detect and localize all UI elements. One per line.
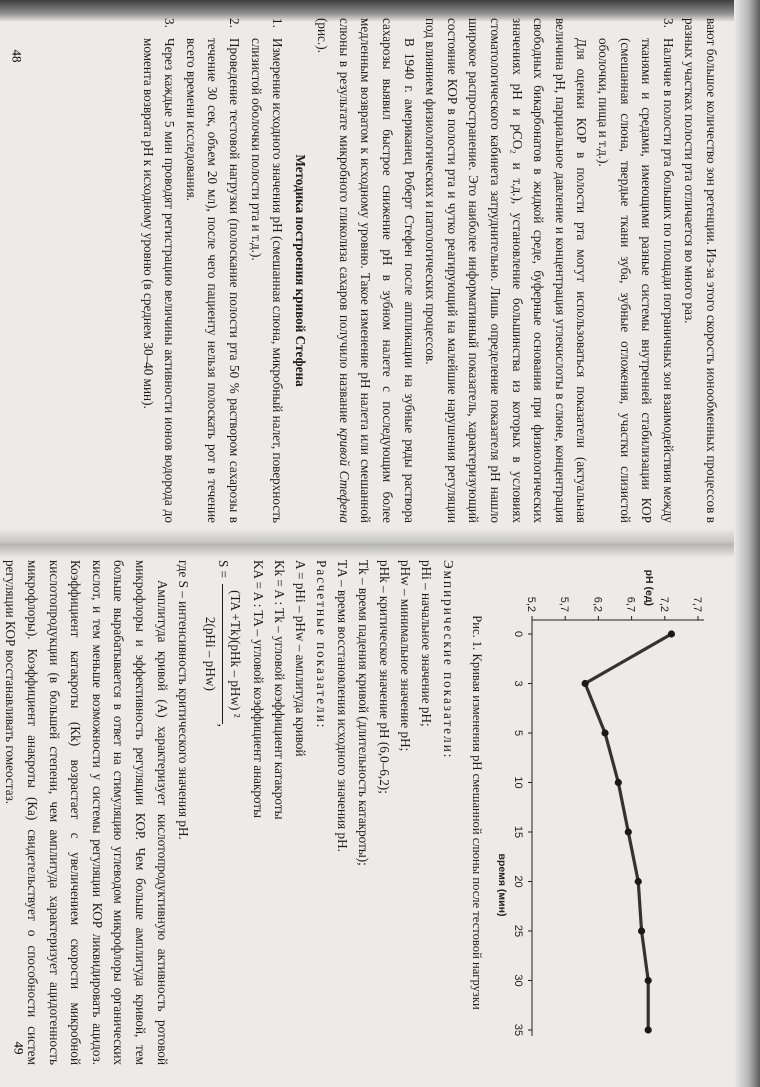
x-tick-label: 30	[512, 974, 524, 987]
y-tick-label: 5,2	[525, 596, 537, 612]
step-item: 1. Измерение исходного значения рН (смешанная слюна, микробный налет, поверхность слизистой оболочки полости рта и т.д.).	[248, 18, 286, 523]
page-number-49: 49	[11, 1041, 27, 1055]
empirical-item: рНw – минимальное значение рН;	[398, 560, 414, 752]
formula-s-fraction	[200, 584, 246, 724]
stephan-curve-chart	[490, 560, 722, 1065]
x-tick-label: 20	[512, 875, 524, 888]
calculated-item: Kk = A : Tk – угловой коэффициент катакроты	[271, 560, 287, 820]
calculated-item: A = рНi – рНw – амплитуда кривой	[292, 560, 308, 757]
y-tick-label: 7,7	[691, 596, 703, 612]
y-tick-label: 5,7	[558, 596, 571, 612]
x-tick-label: 25	[512, 924, 524, 938]
data-point	[615, 779, 622, 786]
paragraph-retention: вают большое количество зон ретенции. Из-за этого скорость ионообменных процессов в разных участках полости рта отличается во много раз.	[682, 18, 719, 523]
empirical-title: Эмпирические показатели:	[441, 560, 456, 760]
formula-s-definition: где S – интенсивность критического значения рН.	[175, 560, 191, 840]
x-tick-label: 15	[512, 825, 524, 839]
section-heading: Методика построения кривой Стефена	[292, 154, 308, 387]
x-tick-label: 35	[512, 1023, 524, 1037]
data-point	[638, 927, 645, 934]
paragraph-amplitude: Амплитуда кривой (А) характеризует кислотопродуктивную активность ротовой микрофлоры и эффективность регуляции КОР. Чем больше амплитуда кривой, тем больше вырабатывается в ответ на стимуляцию углеводом микрофлоры органических кислот, и тем меньше возможности у системы регуляции КОР ликвидировать ацидоз. Коэффициент катакроты (Кk) возрастает с увеличением скорости микробной кислотопродукции (в большей степени, чем амплитуда характеризует ацидогенность микрофлоры). Коэффициент анакроты (Ка) свидетельствует о способности систем регуляции КОР восстанавливать гомеостаз.	[3, 560, 170, 1065]
data-point	[668, 630, 675, 637]
formula-denominator: 2(рНi – рНw)	[203, 616, 219, 691]
data-point	[601, 729, 608, 736]
book-gutter	[0, 528, 760, 558]
figure-caption: Рис. 1. Кривая изменения рН смешанной слюны после тестовой нагрузки	[470, 615, 484, 1010]
page-number-48: 48	[9, 49, 25, 63]
x-axis-label: время (мин)	[496, 853, 508, 917]
calculated-item: KA = A : TA – угловой коэффициент анакроты	[250, 560, 266, 819]
chart-svg	[490, 560, 722, 1065]
formula-s	[200, 560, 246, 1065]
list-item-3: 3. Наличие в полости рта больших по площади пограничных зон взаимодействия между тканями и средами, имеющими разные системы внутренней стабилизации КОР (смешанная слюна, твердые ткани зуба, зубные отложения, участки слизистой оболочки, пища и т.д.).	[596, 18, 676, 523]
empirical-list	[332, 560, 437, 1065]
empirical-item: Тk – время падения кривой (длительность катакроты);	[356, 560, 372, 866]
data-point	[625, 828, 632, 835]
method-steps	[137, 18, 288, 523]
step-item: 2. Проведение тестовой нагрузки (полоскание полости рта 50 % раствором сахарозы в течение 30 сек, объем 20 мл), после чего пациенту нельзя полоскать рот в течение всего времени исследования.	[183, 18, 242, 523]
x-tick-label: 3	[512, 680, 524, 687]
scan-shadow-right	[734, 0, 760, 1087]
x-tick-label: 0	[512, 630, 524, 638]
calculated-title: Расчетные показатели:	[314, 560, 330, 730]
x-tick-label: 5	[512, 729, 524, 737]
empirical-item: ТA – время восстановления исходного значения рН.	[335, 560, 351, 852]
y-tick-label: 7,2	[657, 596, 670, 612]
formula-comma: ,	[215, 723, 231, 727]
formula-s-label: S =	[215, 560, 231, 579]
data-point	[582, 680, 589, 687]
x-tick-label: 10	[512, 776, 524, 789]
y-tick-label: 6,2	[591, 596, 604, 612]
y-axis-label: рН (ед)	[643, 569, 655, 606]
paragraph-stephan-history: В 1940 г. американец Роберт Стефен после аппликации на зубные ряды раствора сахарозы выявил быстрое снижение рН в зубном налете с последующим более медленным возвратом к исходному уровню. Такое изменение рН налета или смешанной слюны в результате микробного гликолиза сахаров получило название кривой Стефена (рис.).	[315, 18, 417, 523]
data-point	[645, 1026, 652, 1033]
y-tick-label: 6,7	[624, 596, 637, 612]
data-point	[635, 878, 642, 885]
formula-numerator: (TA +Tk)(рНk – рНw) ²	[222, 584, 246, 724]
empirical-item: рНk – критическое значение рН (6,0–6,2);	[377, 560, 393, 794]
page-48	[32, 18, 722, 523]
step-item: 3. Через каждые 5 мин проводят регистрацию величины активности ионов водорода до момента возврата рН к исходному уровню (в среднем 30–40 мин).	[140, 18, 178, 523]
calculated-list	[248, 560, 311, 1065]
data-point	[645, 977, 652, 984]
empirical-item: рНi – начальное значение рН;	[419, 560, 435, 727]
paragraph-kor-indicators: Для оценки КОР в полости рта могут использоваться показатели (актуальная величина рН, парциальное давление и концентрация углекислоты в слюне, концентрация свободных бикарбонатов в жидкой среде, буферные основания при физиологических значениях рН и рСО₂ и т.д.), установление большинства из которых в условиях стоматологического кабинета затруднительно. Лишь определение показателя рН нашло широкое распространение. Это наиболее информативный показатель, характеризующий состояние КОР в полости рта и чутко реагирующий на малейшие нарушения регуляции под влиянием физиологических и патологических процессов.	[423, 18, 590, 523]
